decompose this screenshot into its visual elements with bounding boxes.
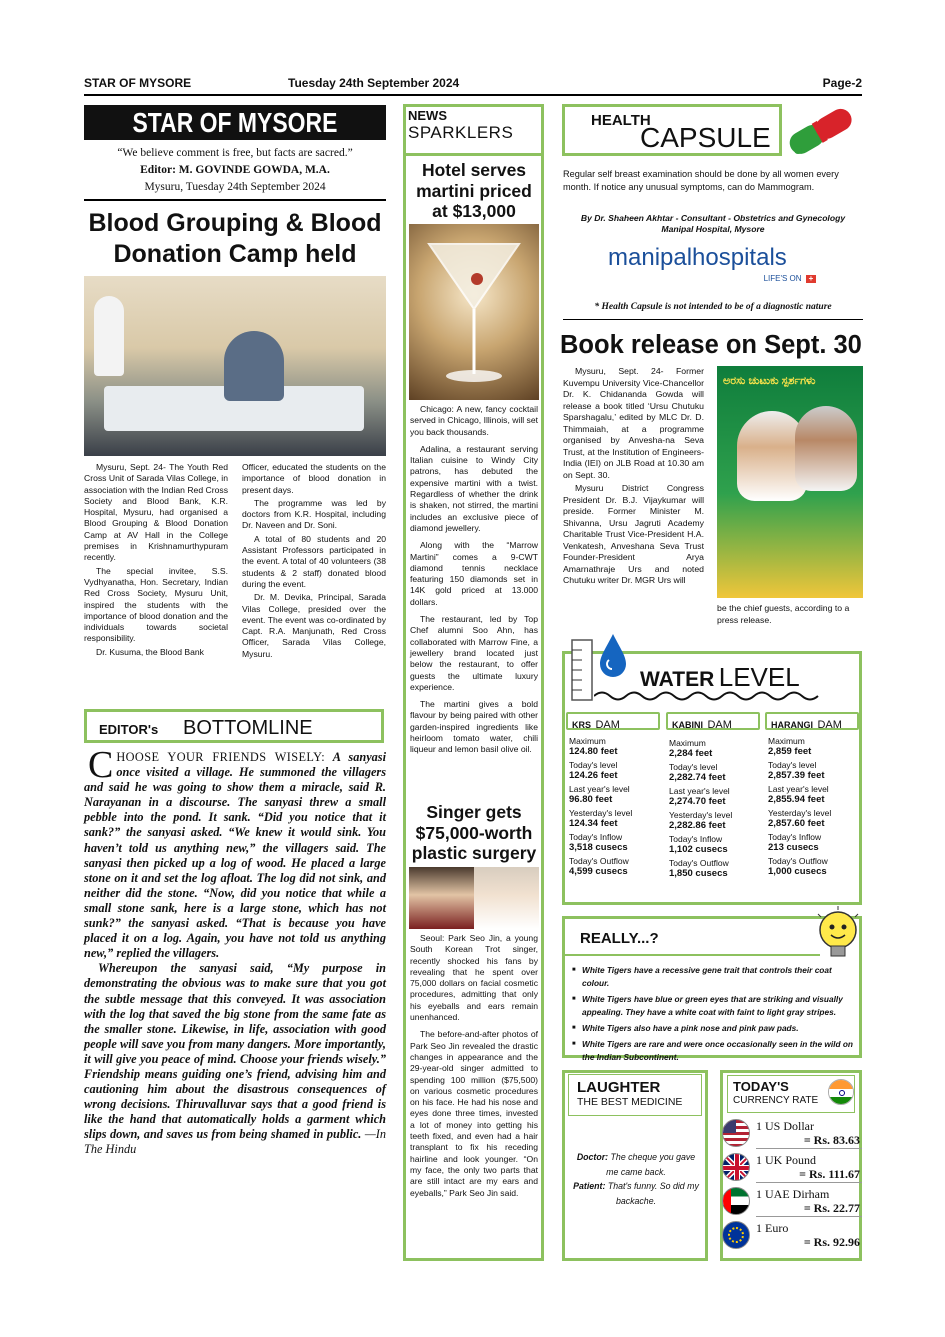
singer-photo-before — [409, 867, 474, 929]
fx-currency: 1 Euro — [756, 1221, 789, 1235]
dam-row-label: Maximum — [569, 736, 606, 746]
dam-row-value: 96.80 feet — [569, 794, 613, 805]
dam-row-value: 124.80 feet — [569, 746, 618, 757]
dam-header — [566, 712, 660, 730]
india-flag-white — [829, 1089, 853, 1097]
book-cover-portrait-2 — [795, 406, 857, 491]
fx-rate: = Rs. 22.77 — [803, 1201, 860, 1215]
water-label — [640, 662, 800, 693]
dam-suffix: DAM — [595, 719, 620, 731]
dam-row-label: Last year's level — [669, 786, 730, 796]
fx-rate: = Rs. 83.63 — [803, 1133, 860, 1147]
masthead-title: STAR OF MYSORE — [132, 107, 338, 138]
masthead-rule — [84, 199, 386, 201]
us-flag-icon — [722, 1119, 750, 1147]
photo-figure-2 — [94, 296, 124, 376]
patient-line: That's funny. So did my backache. — [607, 1181, 699, 1206]
news-label-light: SPARKLERS — [408, 123, 514, 142]
dam-row-label: Yesterday's level — [569, 808, 633, 818]
book-cont: be the chief guests, according to a press release. — [717, 603, 850, 625]
book-story — [563, 366, 704, 589]
logo-plus-icon: + — [806, 275, 816, 283]
singer-photo-after — [474, 867, 539, 929]
dam-row-value: 1,850 cusecs — [669, 868, 728, 879]
dam-suffix: DAM — [707, 719, 732, 731]
dam-row-value: 2,282.74 feet — [669, 772, 726, 783]
masthead-motto: “We believe comment is free, but facts are sacred.” — [117, 147, 353, 159]
dam-row-value: 4,599 cusecs — [569, 866, 628, 877]
fx-divider — [756, 1216, 862, 1217]
dam-name: HARANGI — [771, 720, 813, 730]
patient-tag: Patient: — [573, 1181, 606, 1191]
really-label: REALLY...? — [580, 930, 659, 947]
book-headline: Book release on Sept. 30 — [560, 331, 862, 359]
dam-row-label: Last year's level — [768, 784, 829, 794]
really-label-rule — [562, 954, 820, 956]
dam-row-label: Yesterday's level — [669, 810, 733, 820]
masthead-info — [84, 145, 386, 196]
dam-row-label: Today's Inflow — [768, 832, 822, 842]
india-flag-icon — [828, 1079, 854, 1105]
really-item: ■ White Tigers have a recessive gene trait that controls their coat colour. — [572, 964, 860, 990]
editors-bottomline-label — [84, 709, 384, 743]
header-paper-name: STAR OF MYSORE — [84, 76, 192, 90]
martini-story — [410, 404, 538, 762]
really-item: ■ White Tigers are rare and were once occasionally seen in the wild on the Indian Subcontinent. — [572, 1038, 860, 1064]
header-date: Tuesday 24th September 2024 — [288, 76, 460, 90]
dam-rows — [666, 738, 760, 879]
blood-camp-para: Dr. Kusuma, the Blood Bank — [96, 646, 204, 657]
dam-row-value: 2,859 feet — [768, 746, 812, 757]
health-capsule-label — [562, 104, 782, 156]
book-cover-title: ಅರಸು ಚುಟುಕು ಸ್ಪರ್ಶಗಳು — [723, 375, 816, 387]
dam-row-label: Today's Outflow — [569, 856, 629, 866]
singer-para: Seoul: Park Seo Jin, a young South Korean Trot singer, recently shocked his fans by revealing that he spent over 75,000 dollars on facial cosmetic procedures, admitting that only his eyeballs and ears remain unenhanced. — [410, 933, 538, 1023]
laughter-label-bold: LAUGHTER — [577, 1079, 661, 1096]
header-page-number: Page-2 — [822, 76, 862, 90]
martini-headline: Hotel serves martini priced at $13,000 — [416, 160, 532, 221]
editors-para-1 — [84, 744, 387, 961]
masthead-banner — [84, 105, 386, 140]
news-label-rule — [403, 153, 544, 156]
fx-divider — [756, 1182, 862, 1183]
fx-rate: = Rs. 92.96 — [803, 1235, 860, 1249]
joke-line-patient — [572, 1179, 700, 1208]
martini-para: The restaurant, led by Top Chef alumni Soo Ahn, has collaborated with Marrow Fine, a jewellery brand located just below the restaurant, to offer guests the ultimate luxury experience. — [410, 614, 538, 692]
fx-row-aed — [722, 1187, 862, 1219]
dam-row-value: 1,102 cusecs — [669, 844, 728, 855]
fx-row-gbp — [722, 1153, 862, 1185]
manipal-logo — [608, 244, 818, 286]
masthead-editor: Editor: M. GOVINDE GOWDA, M.A. — [140, 164, 330, 176]
singer-story — [410, 933, 538, 1205]
really-item: ■ White Tigers have blue or green eyes that are striking and visually appealing. They have a white coat with faint to light gray stripes. — [572, 993, 860, 1019]
dam-row-label: Yesterday's level — [768, 808, 832, 818]
health-label-light: CAPSULE — [640, 122, 771, 153]
blood-camp-para: Dr. M. Devika, Principal, Sarada Vilas College, presided over the event. The event was co-ordinated by Capt. R.A. Manjunath, Red Cross Officer, Sarada Vilas College, Mysuru. — [242, 592, 386, 659]
dam-row-label: Maximum — [768, 736, 805, 746]
eu-stars — [728, 1227, 744, 1243]
doctor-line: The cheque you gave me came back. — [606, 1152, 696, 1177]
dam-row-label: Maximum — [669, 738, 706, 748]
dam-harangi — [765, 712, 859, 877]
dam-suffix: DAM — [817, 719, 842, 731]
fx-currency: 1 UAE Dirham — [756, 1187, 830, 1201]
dam-row-label: Today's Inflow — [669, 834, 723, 844]
fx-rate: = Rs. 111.67 — [799, 1167, 860, 1181]
joke-line-doctor — [572, 1150, 700, 1179]
logo-tag: LIFE'S ON — [763, 274, 802, 283]
dam-row-value: 213 cusecs — [768, 842, 819, 853]
dam-row-value: 2,857.60 feet — [768, 818, 825, 829]
lightbulb-icon — [812, 906, 864, 966]
blood-camp-headline: Blood Grouping & Blood Donation Camp held — [88, 209, 382, 268]
dam-row-value: 2,284 feet — [669, 748, 713, 759]
dam-row-value: 2,282.86 feet — [669, 820, 726, 831]
health-hospital: Manipal Hospital, Mysore — [661, 224, 765, 234]
drop-cap: C — [88, 744, 114, 786]
logo-a: manipal — [608, 244, 693, 271]
health-rule — [563, 319, 863, 320]
currency-label-bold: TODAY'S — [733, 1079, 789, 1094]
photo-figure — [224, 331, 284, 401]
editors-label-light: BOTTOMLINE — [183, 717, 313, 739]
masthead-dateline: Mysuru, Tuesday 24th September 2024 — [144, 181, 326, 193]
dam-header — [765, 712, 859, 730]
editors-para-1-text: A sanyasi once visited a village. He summoned the villagers and said he was going to show them a miracle, said R. Narayanan in a discourse. The sanyasi threw a small pebble into the pond. It sank. “Did you notice that it sank?” the sanyasi asked. “We knew it would sink. You haven’t told us anything new,” the villagers said. The sanyasi then picked up a log of wood. He placed a large stone on it and set the log afloat. The log did not sink, and neither did the stone. “Now, did you notice that while a small stone sank, here is a large stone, which has not sunk?” the sanyasi asked. “That is because you have placed it on a log. Again, you have not told us anything new,” replied the villagers. — [84, 750, 387, 961]
martini-para: Chicago: A new, fancy cocktail served in Chicago, Illinois, will set you back thousands. — [410, 404, 539, 437]
book-para-2: Mysuru District Congress President Dr. B.J. Vijaykumar will preside. Former Minister M. Shivanna, Ursu Jagruti Academy Charitable Trust Vice-President H.A. Venkatesh, Anveshana Seva Trust Founder-President Arya Amarnathraje Urs and noted Chutuku writer Dr. MGR Urs will — [563, 483, 704, 585]
news-sparklers-label — [408, 108, 538, 143]
fx-row-eur — [722, 1221, 862, 1253]
dam-row-label: Today's Inflow — [569, 832, 623, 842]
health-text: Regular self breast examination should be done by all women every month. If notice any unusual symptoms, can do Mammogram. — [563, 169, 839, 192]
water-label-light: LEVEL — [718, 662, 800, 692]
health-disclaimer: * Health Capsule is not intended to be of a diagnostic nature — [594, 302, 832, 312]
dam-name: KABINI — [672, 720, 703, 730]
martini-photo — [409, 224, 539, 400]
book-cover — [717, 366, 863, 598]
health-byline: By Dr. Shaheen Akhtar - Consultant - Obstetrics and Gynecology — [580, 213, 846, 223]
dam-row-value: 124.34 feet — [569, 818, 618, 829]
dam-rows — [765, 736, 859, 877]
blood-camp-para: A total of 80 students and 20 Assistant Professors participated in the event. A total of 40 volunteers (38 students & 2 staff) donated blood during the event. — [242, 533, 386, 589]
editors-label-bold: EDITOR's — [99, 722, 159, 737]
dam-row-value: 2,857.39 feet — [768, 770, 825, 781]
martini-glass-icon — [409, 224, 539, 400]
dam-row-label: Today's Outflow — [768, 856, 828, 866]
health-label-bold: HEALTH — [591, 112, 651, 129]
dam-row-label: Today's Outflow — [669, 858, 729, 868]
really-list — [572, 964, 860, 1067]
blood-camp-para: Officer, educated the students on the importance of blood donation in present days. — [242, 462, 386, 495]
dam-header — [666, 712, 760, 730]
dam-row-value: 1,000 cusecs — [768, 866, 827, 877]
uk-flag-cross — [723, 1154, 750, 1181]
lead-caps: HOOSE YOUR FRIENDS WISELY: — [116, 750, 326, 764]
us-flag-canton — [723, 1120, 736, 1133]
uae-flag-icon — [722, 1187, 750, 1215]
water-label-bold: WATER — [640, 668, 715, 691]
editors-bottomline-body — [84, 744, 387, 1158]
laughter-label-light: THE BEST MEDICINE — [577, 1096, 683, 1108]
dam-row-value: 124.26 feet — [569, 770, 618, 781]
fx-currency: 1 UK Pound — [756, 1153, 817, 1167]
dam-krs — [566, 712, 660, 877]
dam-row-label: Today's level — [768, 760, 817, 770]
martini-para: Along with the “Marrow Martini” comes a 9-CWT diamond tennis necklace featuring 150 diamonds set in 14K gold priced at 13.000 dollars. — [410, 540, 538, 607]
capsule-pill-icon — [776, 104, 866, 156]
dam-row-label: Last year's level — [569, 784, 630, 794]
dam-row-value: 2,274.70 feet — [669, 796, 726, 807]
blood-camp-col-2 — [242, 462, 386, 662]
eu-flag-icon — [722, 1221, 750, 1249]
dam-rows — [566, 736, 660, 877]
dam-name: KRS — [572, 720, 592, 730]
dam-row-value: 3,518 cusecs — [569, 842, 628, 853]
blood-camp-photo — [84, 276, 386, 456]
fx-row-usd — [722, 1119, 862, 1151]
fx-currency: 1 US Dollar — [756, 1119, 814, 1133]
health-byline-block — [563, 213, 863, 235]
dam-row-value: 2,855.94 feet — [768, 794, 825, 805]
editors-para-2 — [84, 961, 386, 1157]
uae-flag-bar — [723, 1188, 731, 1215]
fx-divider — [756, 1148, 862, 1149]
uk-flag-icon — [722, 1153, 750, 1181]
blood-camp-para: Mysuru, Sept. 24- The Youth Red Cross Unit of Sarada Vilas College, in association with the Indian Red Cross Society and Blood Bank, K.R. Hospital, Mysuru, had organised a Blood Grouping & Blood Donation Camp at AV Hall in the College premises in Krishnamurthypuram recently. — [84, 462, 228, 563]
dam-row-label: Today's level — [669, 762, 718, 772]
really-item: ■ White Tigers also have a pink nose and pink paw pads. — [572, 1022, 860, 1035]
news-label-bold: NEWS — [408, 108, 447, 123]
dam-kabini — [666, 712, 760, 879]
dam-row-label: Today's level — [569, 760, 618, 770]
blood-camp-col-1 — [84, 462, 228, 660]
chakra-icon — [839, 1090, 845, 1096]
laughter-joke — [572, 1150, 700, 1208]
singer-para: The before-and-after photos of Park Seo Jin revealed the drastic changes in appearance and the 29-year-old singer admitted to spending 100 million ($75,500) on various cosmetic procedures on his face. He had his nose and eyes done three times, invested a lot of money into getting his teeth fixed, and even had a hair transplant to fix his receding hairline and look younger. “On my face, the only two parts that are still intact are my ears and eyeballs,” Park Seo Jin said. — [410, 1029, 538, 1198]
doctor-tag: Doctor: — [576, 1152, 609, 1162]
editors-source: —In The Hindu — [84, 1127, 386, 1157]
logo-b: hospitals — [692, 244, 787, 271]
book-para-1: Mysuru, Sept. 24- Former Kuvempu University Vice-Chancellor Dr. K. Chidananda Gowda will release a book titled ‘Ursu Chutuku Sparshagalu,’ edited by MLC Dr. D. Thimmaiah, at a programme organised by Anvesha-na Seva Trust, at the Institution of Engineers-India (IEI) on JLB Road at 10.30 am on Sept. 30. — [563, 366, 704, 480]
blood-camp-para: The special invitee, S.S. Vydhyanatha, Hon. Secretary, Indian Red Cross Society, Mysuru Unit, inspired the students with the importance of blood donation and the individuals towards societal responsibility. — [84, 565, 228, 644]
martini-para: Adalina, a restaurant serving Italian cuisine to Windy City patrons, has debuted the expensive martini with a twist. Regardless of whether the drink is shaken, not stirred, the martini includes an exclusive piece of diamond jewellery. — [410, 443, 538, 533]
india-flag-saffron — [829, 1080, 853, 1089]
editors-para-2-text: Whereupon the sanyasi said, “My purpose in demonstrating the obvious was to make sure that you got the subtle message that this conveyed. It was association with the log that saved the big stone from the same fate as the smaller stone. Likewise, in life, association with good people will save you from many dangers. More importantly, it will give you peace of mind. Choose your friends wisely.” Friendship means guiding one’s friend, advising him and cautioning him about the disastrous consequences of wrong decisions. Thiruvalluvar says that a good friend is like the hand that automatically holds a garment which slips down, and saves us from being shamed in public. — [84, 961, 386, 1142]
blood-camp-para: The programme was led by doctors from K.R. Hospital, including Dr. Naveen and Dr. Soni. — [242, 497, 386, 531]
martini-para: The martini gives a bold flavour by being paired with other garden-inspired ingredients like heirloom tomato water, chili liqueur and lemon basil olive oil. — [410, 699, 538, 755]
laughter-label — [568, 1074, 702, 1116]
currency-label-light: CURRENCY RATE — [733, 1095, 819, 1106]
singer-headline: Singer gets $75,000-worth plastic surgery — [411, 802, 537, 863]
page-header — [84, 74, 862, 96]
